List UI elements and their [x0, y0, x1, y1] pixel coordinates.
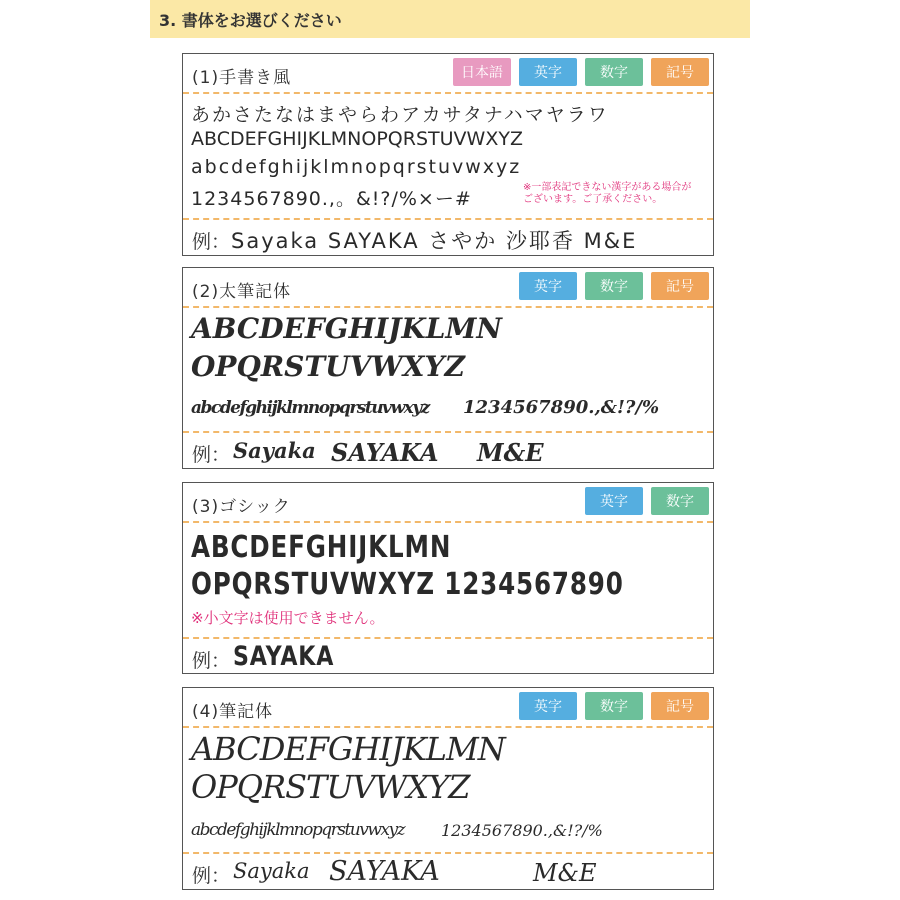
example-row — [183, 854, 713, 892]
font-card-gothic[interactable] — [182, 482, 714, 674]
sample-line-upper-2: OPQRSTUVWXYZ — [191, 768, 470, 806]
sample-line-digits: 1234567890.,&!?/% — [463, 397, 660, 418]
example-text-2: SAYAKA — [329, 856, 440, 887]
font-sample — [183, 308, 713, 433]
font-sample — [183, 94, 713, 220]
sample-line-kana: あかさたなはまやらわアカサタナハマヤラワ — [191, 104, 609, 126]
sample-line-digits: 1234567890.,。&!?/%×ー# — [191, 188, 472, 210]
example-label: 例： — [192, 231, 231, 253]
badge-numbers: 数字 — [585, 272, 643, 300]
support-badges — [453, 58, 709, 86]
support-badges — [519, 272, 709, 300]
badge-symbols: 記号 — [651, 272, 709, 300]
example-text: Sayaka SAYAKA さやか 沙耶香 M&E — [231, 229, 638, 253]
example-label: 例： — [192, 650, 231, 672]
card-header — [183, 54, 713, 94]
sample-line-upper-2: OPQRSTUVWXYZ 1234567890 — [191, 567, 624, 602]
sample-line-upper-1: ABCDEFGHIJKLMN — [191, 530, 452, 565]
lowercase-note: ※小文字は使用できません。 — [191, 609, 385, 627]
example-row — [183, 639, 713, 677]
section-title: 3. 書体をお選びください — [159, 10, 342, 30]
badge-numbers: 数字 — [585, 692, 643, 720]
badge-symbols: 記号 — [651, 692, 709, 720]
font-title: (4)筆記体 — [192, 702, 274, 722]
sample-line-upper-1: ABCDEFGHIJKLMN — [191, 730, 505, 768]
example-row — [183, 220, 713, 258]
example-text: SAYAKA — [233, 641, 335, 672]
font-card-script[interactable] — [182, 687, 714, 890]
font-title: (1)手書き風 — [192, 68, 292, 88]
badge-english: 英字 — [519, 58, 577, 86]
font-sample — [183, 523, 713, 639]
sample-line-lower: abcdefghijklmnopqrstuvwxyz — [191, 156, 522, 178]
example-text-3: M&E — [533, 859, 597, 887]
sample-line-lower: abcdefghijklmnopqrstuvwxyz — [191, 398, 429, 418]
card-header — [183, 268, 713, 308]
font-title: (2)太筆記体 — [192, 282, 292, 302]
section-header — [150, 0, 750, 38]
font-title: (3)ゴシック — [192, 497, 291, 517]
sample-line-upper-1: ABCDEFGHIJKLMN — [191, 312, 503, 345]
example-text-1: Sayaka — [233, 438, 316, 463]
badge-symbols: 記号 — [651, 58, 709, 86]
support-badges — [519, 692, 709, 720]
card-header — [183, 483, 713, 523]
badge-numbers: 数字 — [651, 487, 709, 515]
example-row — [183, 433, 713, 471]
font-card-handwriting[interactable] — [182, 53, 714, 256]
example-text-2: SAYAKA — [331, 438, 439, 467]
badge-english: 英字 — [585, 487, 643, 515]
example-label: 例： — [192, 865, 231, 887]
font-card-bold-script[interactable] — [182, 267, 714, 469]
sample-line-upper-2: OPQRSTUVWXYZ — [191, 350, 465, 383]
example-text-1: Sayaka — [233, 859, 310, 883]
kanji-note: ※一部表記できない漢字がある場合が ございます。ご了承ください。 — [523, 182, 692, 205]
example-text-3: M&E — [477, 438, 544, 467]
support-badges — [585, 487, 709, 515]
sample-line-upper: ABCDEFGHIJKLMNOPQRSTUVWXYZ — [191, 128, 523, 150]
example-label: 例： — [192, 444, 231, 466]
badge-english: 英字 — [519, 272, 577, 300]
badge-english: 英字 — [519, 692, 577, 720]
font-sample — [183, 728, 713, 854]
badge-japanese: 日本語 — [453, 58, 511, 86]
sample-line-lower: abcdefghijklmnopqrstuvwxyz — [191, 820, 405, 840]
card-header — [183, 688, 713, 728]
sample-line-digits: 1234567890.,&!?/% — [441, 821, 603, 840]
badge-numbers: 数字 — [585, 58, 643, 86]
